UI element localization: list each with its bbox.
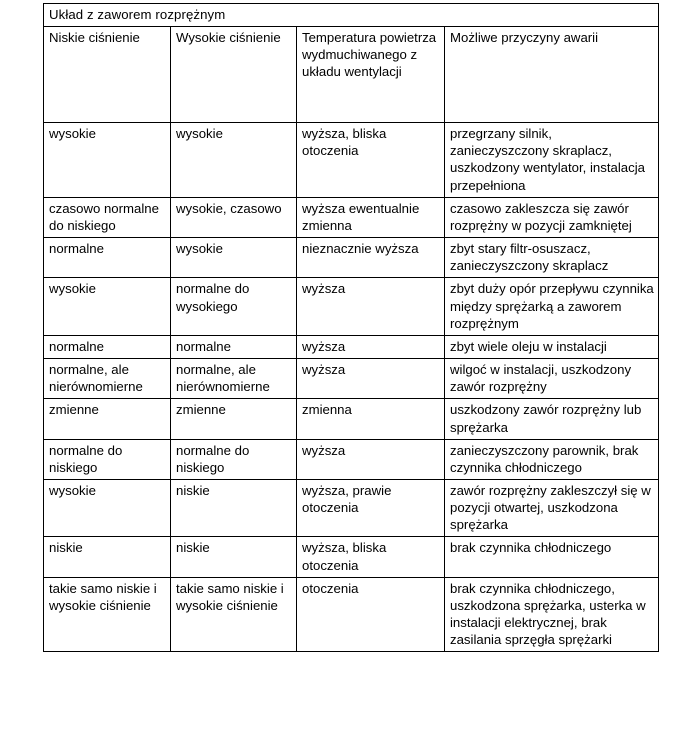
cell-low-pressure: wysokie: [44, 278, 171, 335]
cell-high-pressure: normalne: [171, 335, 297, 358]
table-container: [43, 3, 658, 652]
table-row: [44, 238, 659, 278]
column-header-high-pressure: Wysokie ciśnienie: [171, 27, 297, 123]
cell-air-temperature: wyższa: [297, 335, 445, 358]
document-title: Układ z zaworem rozprężnym: [44, 4, 659, 27]
cell-low-pressure: wysokie: [44, 123, 171, 198]
cell-low-pressure: wysokie: [44, 479, 171, 536]
cell-possible-causes: zanieczyszczony parownik, brak czynnika chłodniczego: [445, 439, 659, 479]
table-row: [44, 123, 659, 198]
cell-high-pressure: normalne, ale nierównomierne: [171, 359, 297, 399]
column-header-row: [44, 27, 659, 123]
column-header-possible-causes: Możliwe przyczyny awarii: [445, 27, 659, 123]
cell-air-temperature: otoczenia: [297, 577, 445, 652]
table-row: [44, 439, 659, 479]
table-body: [44, 4, 659, 652]
cell-possible-causes: zbyt duży opór przepływu czynnika między sprężarką a zaworem rozprężnym: [445, 278, 659, 335]
cell-air-temperature: wyższa, bliska otoczenia: [297, 537, 445, 577]
cell-high-pressure: niskie: [171, 537, 297, 577]
cell-possible-causes: brak czynnika chłodniczego, uszkodzona sprężarka, usterka w instalacji elektrycznej, brak zasilania sprzęgła sprężarki: [445, 577, 659, 652]
cell-possible-causes: zbyt stary filtr-osuszacz, zanieczyszczony skraplacz: [445, 238, 659, 278]
cell-high-pressure: wysokie: [171, 238, 297, 278]
title-row: [44, 4, 659, 27]
cell-high-pressure: normalne do wysokiego: [171, 278, 297, 335]
table-row: [44, 359, 659, 399]
cell-air-temperature: wyższa: [297, 278, 445, 335]
cell-low-pressure: normalne, ale nierównomierne: [44, 359, 171, 399]
cell-high-pressure: normalne do niskiego: [171, 439, 297, 479]
cell-air-temperature: zmienna: [297, 399, 445, 439]
cell-high-pressure: zmienne: [171, 399, 297, 439]
table-row: [44, 399, 659, 439]
fault-diagnosis-table: [43, 3, 659, 652]
cell-possible-causes: uszkodzony zawór rozprężny lub sprężarka: [445, 399, 659, 439]
table-row: [44, 479, 659, 536]
cell-possible-causes: brak czynnika chłodniczego: [445, 537, 659, 577]
cell-air-temperature: nieznacznie wyższa: [297, 238, 445, 278]
cell-low-pressure: normalne: [44, 335, 171, 358]
cell-high-pressure: wysokie: [171, 123, 297, 198]
cell-high-pressure: takie samo niskie i wysokie ciśnienie: [171, 577, 297, 652]
column-header-air-temperature: Temperatura powietrza wydmuchiwanego z układu wentylacji: [297, 27, 445, 123]
cell-low-pressure: normalne: [44, 238, 171, 278]
column-header-low-pressure: Niskie ciśnienie: [44, 27, 171, 123]
cell-low-pressure: czasowo normalne do niskiego: [44, 197, 171, 237]
cell-low-pressure: takie samo niskie i wysokie ciśnienie: [44, 577, 171, 652]
cell-possible-causes: zawór rozprężny zakleszczył się w pozycji otwartej, uszkodzona sprężarka: [445, 479, 659, 536]
cell-high-pressure: niskie: [171, 479, 297, 536]
table-row: [44, 197, 659, 237]
cell-air-temperature: wyższa, prawie otoczenia: [297, 479, 445, 536]
cell-air-temperature: wyższa ewentualnie zmienna: [297, 197, 445, 237]
table-row: [44, 278, 659, 335]
cell-high-pressure: wysokie, czasowo: [171, 197, 297, 237]
cell-possible-causes: czasowo zakleszcza się zawór rozprężny w pozycji zamkniętej: [445, 197, 659, 237]
table-row: [44, 537, 659, 577]
cell-low-pressure: niskie: [44, 537, 171, 577]
cell-possible-causes: zbyt wiele oleju w instalacji: [445, 335, 659, 358]
cell-air-temperature: wyższa: [297, 359, 445, 399]
cell-air-temperature: wyższa, bliska otoczenia: [297, 123, 445, 198]
table-row: [44, 577, 659, 652]
cell-low-pressure: normalne do niskiego: [44, 439, 171, 479]
cell-possible-causes: wilgoć w instalacji, uszkodzony zawór rozprężny: [445, 359, 659, 399]
table-row: [44, 335, 659, 358]
cell-air-temperature: wyższa: [297, 439, 445, 479]
cell-possible-causes: przegrzany silnik, zanieczyszczony skraplacz, uszkodzony wentylator, instalacja przepełniona: [445, 123, 659, 198]
cell-low-pressure: zmienne: [44, 399, 171, 439]
